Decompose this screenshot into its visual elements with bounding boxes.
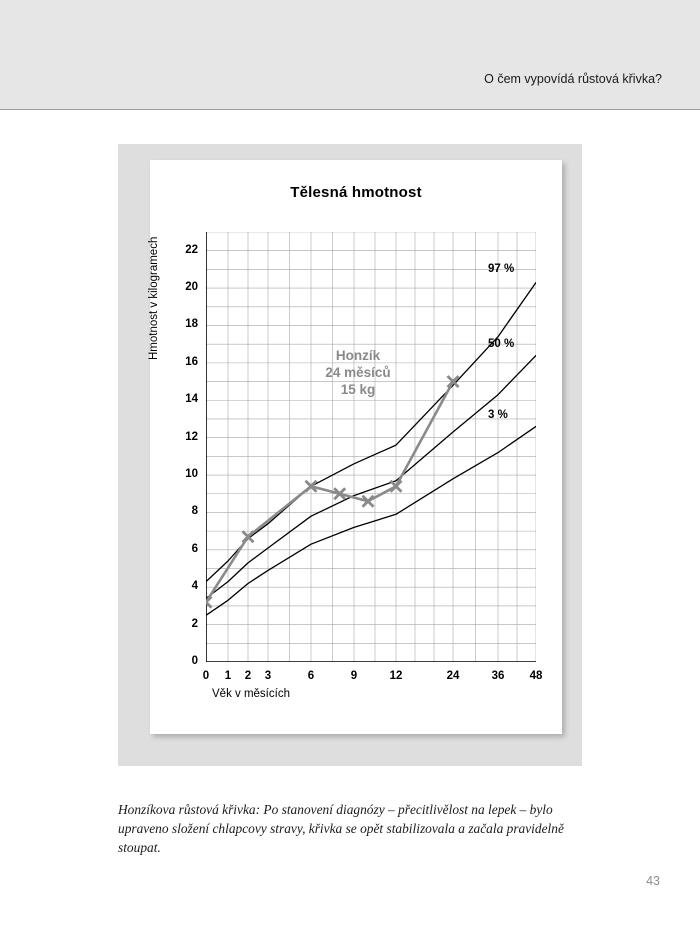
chart-axes (206, 232, 536, 662)
y-tick-label: 12 (185, 430, 198, 443)
page-header (0, 0, 700, 110)
y-tick-label: 22 (185, 243, 198, 256)
x-tick-label: 24 (446, 670, 460, 682)
patient-annotation: Honzík 24 měsíců 15 kg (325, 348, 391, 397)
x-axis-title: Věk v měsících (212, 688, 290, 700)
y-tick-label: 14 (185, 393, 198, 406)
x-tick-label: 0 (202, 670, 210, 682)
figure-frame (118, 144, 582, 766)
y-tick-label: 18 (185, 318, 198, 331)
figure-caption: Honzíkova růstová křivka: Po stanovení diagnózy – přecitlivělost na lepek – bylo upraveno složení chlapcovy stravy, křivka se opět stabilizovala a začala pravidelně stoupat. (118, 802, 564, 856)
x-tick-label: 48 (529, 670, 543, 682)
header-title: O čem vypovídá růstová křivka? (484, 72, 662, 86)
x-tick-label: 9 (350, 670, 358, 682)
y-tick-label: 20 (185, 281, 198, 294)
x-tick-label: 6 (307, 670, 315, 682)
chart-series-percentile-97 (206, 283, 536, 582)
percentile-label-3: 3 % (488, 409, 508, 422)
plot-area (206, 232, 536, 662)
y-tick-label: 4 (191, 580, 198, 593)
y-axis-title: Hmotnost v kilogramech (148, 236, 160, 360)
page-number: 43 (646, 874, 660, 888)
chart-svg (206, 232, 536, 662)
percentile-label-50: 50 % (488, 338, 515, 351)
percentile-label-97: 97 % (488, 263, 515, 276)
y-tick-label: 16 (185, 355, 198, 368)
x-tick-label: 3 (264, 670, 272, 682)
y-tick-label: 2 (191, 617, 198, 630)
x-tick-label: 1 (224, 670, 232, 682)
y-tick-label: 0 (191, 655, 198, 667)
y-tick-label: 6 (191, 542, 198, 555)
y-tick-label: 8 (191, 505, 198, 518)
y-tick-label: 10 (185, 468, 198, 481)
chart-panel (150, 160, 562, 734)
chart-gridlines (206, 232, 536, 662)
x-tick-label: 36 (491, 670, 505, 682)
x-tick-label: 12 (389, 670, 403, 682)
x-tick-label: 2 (244, 670, 252, 682)
chart-title: Tělesná hmotnost (290, 184, 422, 201)
